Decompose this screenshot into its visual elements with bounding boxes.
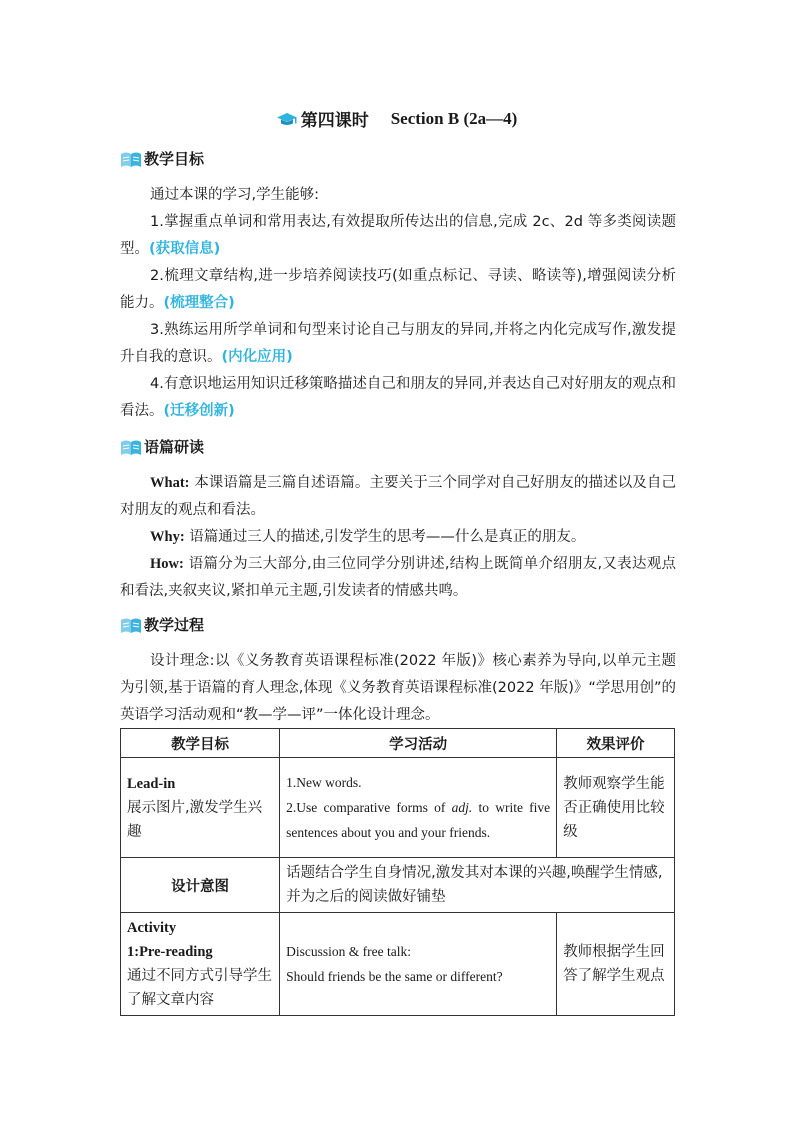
- graduation-cap-icon: [277, 111, 297, 127]
- lesson-plan-table: [120, 728, 675, 1016]
- table-cell: 话题结合学生自身情况,激发其对本课的兴趣,唤醒学生情感,并为之后的阅读做好铺垫: [280, 858, 675, 913]
- section-title: 语篇研读: [144, 438, 205, 456]
- open-book-icon: [120, 616, 142, 634]
- table-header: 效果评价: [557, 729, 675, 758]
- analysis-what: What: 本课语篇是三篇自述语篇。主要关于三个同学对自己好朋友的描述以及自己对朋友的观点和看法。: [120, 475, 677, 518]
- lesson-section: Section B (2a—4): [390, 108, 518, 128]
- goal-tag: (梳理整合): [163, 295, 235, 311]
- table-row: [121, 858, 675, 913]
- table-cell: 教师根据学生回答了解学生观点: [557, 913, 675, 1016]
- goal-item-2: 2.梳理文章结构,进一步培养阅读技巧(如重点标记、寻读、略读等),增强阅读分析能力。(梳理整合): [120, 268, 676, 311]
- row-title: Lead-in: [127, 775, 176, 792]
- goal-tag: (迁移创新): [163, 403, 235, 419]
- section-heading-analysis: [120, 436, 204, 457]
- table-header: 教学目标: [121, 729, 280, 758]
- table-cell: 1.New words. 2.Use comparative forms of adj. to write five sentences about you and your friends.: [280, 758, 557, 858]
- goal-item-4: 4.有意识地运用知识迁移策略描述自己和朋友的异同,并表达自己对好朋友的观点和看法。(迁移创新): [120, 376, 676, 419]
- section-heading-goals: [120, 148, 204, 169]
- goal-item-3: 3.熟练运用所学单词和句型来讨论自己与朋友的异同,并将之内化完成写作,激发提升自我的意识。(内化应用): [120, 322, 676, 365]
- goal-tag: (内化应用): [221, 349, 293, 365]
- goal-item-1: 1.掌握重点单词和常用表达,有效提取所传达出的信息,完成 2c、2d 等多类阅读题型。(获取信息): [120, 214, 676, 257]
- lesson-title: [0, 106, 794, 131]
- table-header: 学习活动: [280, 729, 557, 758]
- open-book-icon: [120, 438, 142, 456]
- table-row: [121, 758, 675, 858]
- goals-intro: 通过本课的学习,学生能够:: [150, 187, 319, 203]
- lesson-number: 第四课时: [300, 111, 369, 130]
- table-header-row: [121, 729, 675, 758]
- table-cell: 设计意图: [121, 858, 280, 913]
- table-cell: 教师观察学生能否正确使用比较级: [557, 758, 675, 858]
- section-title: 教学目标: [144, 150, 205, 168]
- open-book-icon: [120, 150, 142, 168]
- analysis-how: How: 语篇分为三大部分,由三位同学分别讲述,结构上既简单介绍朋友,又表达观点和看法,夹叙夹议,紧扣单元主题,引发读者的情感共鸣。: [120, 556, 676, 599]
- table-cell: Discussion & free talk: Should friends be the same or different?: [280, 913, 557, 1016]
- table-cell: Lead-in 展示图片,激发学生兴趣: [121, 758, 280, 858]
- section-title: 教学过程: [144, 616, 205, 634]
- table-row: [121, 913, 675, 1016]
- table-cell: Activity 1:Pre-reading 通过不同方式引导学生了解文章内容: [121, 913, 280, 1016]
- section-heading-process: [120, 614, 204, 635]
- goal-tag: (获取信息): [149, 241, 221, 257]
- analysis-why: Why: 语篇通过三人的描述,引发学生的思考——什么是真正的朋友。: [150, 529, 586, 545]
- design-concept: 设计理念:以《义务教育英语课程标准(2022 年版)》核心素养为导向,以单元主题为引领,基于语篇的育人理念,体现《义务教育英语课程标准(2022 年版)》“学思用创”的英语学习活动观和“教—学—评”一体化设计理念。: [120, 653, 676, 723]
